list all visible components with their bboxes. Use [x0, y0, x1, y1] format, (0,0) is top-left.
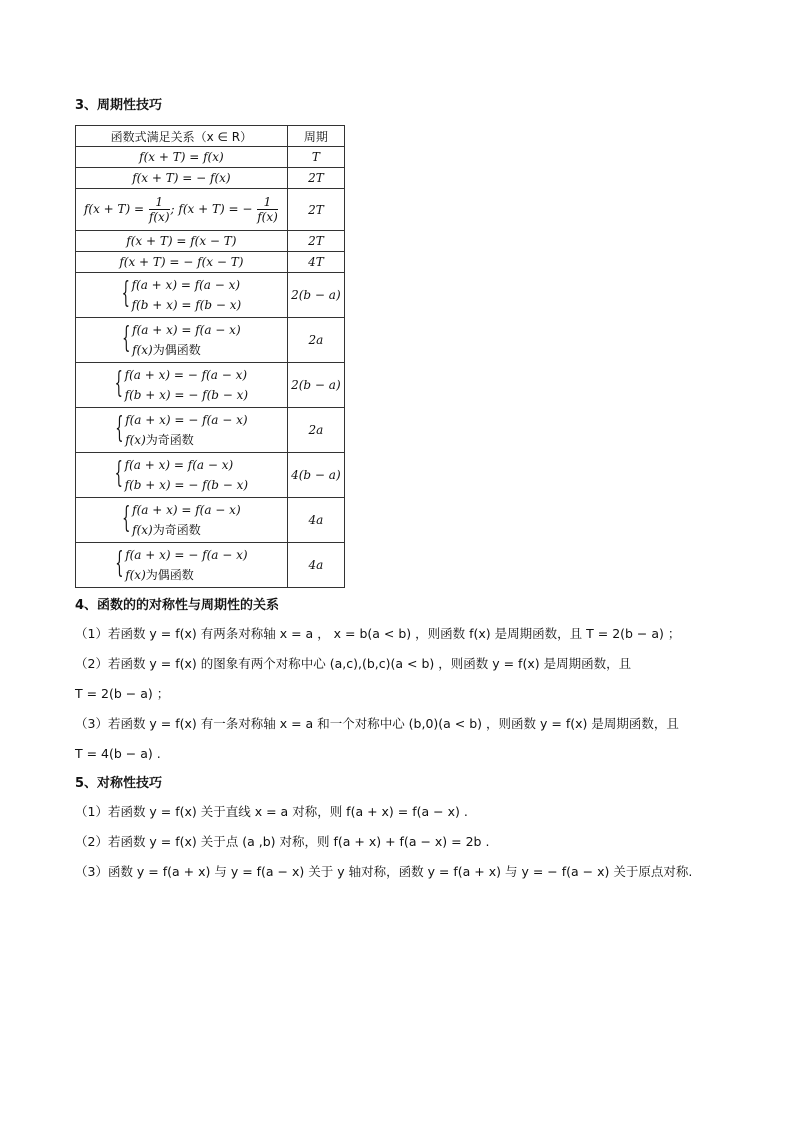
- relation-part: ; f(x + T) = −: [170, 202, 253, 216]
- fraction: [257, 195, 278, 224]
- period-cell: 2T: [287, 168, 344, 189]
- fraction: [149, 195, 170, 224]
- equation-system: [122, 275, 242, 315]
- relation-cell: [76, 408, 288, 453]
- period-cell: 4(b − a): [287, 453, 344, 498]
- system-line-1: f(a + x) = − f(a − x): [125, 548, 248, 562]
- system-line-2-text: 为奇函数: [152, 523, 201, 537]
- relation-cell: [76, 498, 288, 543]
- period-cell: 2(b − a): [287, 273, 344, 318]
- s5-paragraph-2: （2）若函数 y = f(x) 关于点 (a ,b) 对称，则 f(a + x) + f(a − x) = 2b .: [75, 834, 490, 849]
- table-header-row: [76, 126, 345, 147]
- equation-system: [115, 455, 248, 495]
- system-line-2-text: 为偶函数: [145, 568, 194, 582]
- period-cell: T: [287, 147, 344, 168]
- s4-paragraph-3: （3）若函数 y = f(x) 有一条对称轴 x = a 和一个对称中心 (b,0)(a < b) ，则函数 y = f(x) 是周期函数，且: [75, 716, 679, 731]
- period-cell: 2a: [287, 318, 344, 363]
- table-row: [76, 363, 345, 408]
- relation-cell: f(x + T) = f(x): [76, 147, 288, 168]
- table-row: [76, 453, 345, 498]
- table-row: [76, 168, 345, 189]
- relation-cell: [76, 318, 288, 363]
- system-line-2: f(b + x) = f(b − x): [131, 298, 242, 312]
- relation-cell: [76, 363, 288, 408]
- equation-system: [122, 320, 241, 360]
- table-row: [76, 408, 345, 453]
- relation-cell: f(x + T) = − f(x − T): [76, 252, 288, 273]
- table-row: [76, 231, 345, 252]
- equation-system: [122, 500, 241, 540]
- period-cell: 4a: [287, 543, 344, 588]
- period-cell: 2(b − a): [287, 363, 344, 408]
- period-cell: 4a: [287, 498, 344, 543]
- s4-paragraph-2-cont: T = 2(b − a) ；: [75, 686, 170, 701]
- s4-paragraph-3-cont: T = 4(b − a) .: [75, 746, 161, 761]
- system-line-1: f(a + x) = − f(a − x): [125, 413, 248, 427]
- period-cell: 4T: [287, 252, 344, 273]
- header-period: 周期: [287, 126, 344, 147]
- system-line-1: f(a + x) = f(a − x): [132, 503, 241, 517]
- relation-cell: [76, 543, 288, 588]
- system-line-1: f(a + x) = f(a − x): [131, 278, 241, 292]
- periodicity-table: [75, 125, 345, 588]
- relation-cell: [76, 453, 288, 498]
- system-line-2-text: 为偶函数: [152, 343, 201, 357]
- equation-system: [115, 545, 247, 585]
- equation-system: [115, 365, 248, 405]
- section-5-title: 5、对称性技巧: [75, 776, 163, 791]
- s5-paragraph-1: （1）若函数 y = f(x) 关于直线 x = a 对称，则 f(a + x) = f(a − x) .: [75, 804, 468, 819]
- relation-cell: [76, 273, 288, 318]
- relation-cell: [76, 189, 288, 231]
- table-row: [76, 543, 345, 588]
- relation-part: f(x + T) =: [83, 202, 145, 216]
- equation-system: [115, 410, 247, 450]
- period-cell: 2T: [287, 189, 344, 231]
- section-4-title: 4、函数的的对称性与周期性的关系: [75, 598, 280, 613]
- system-line-1: f(a + x) = f(a − x): [124, 458, 234, 472]
- header-relation: 函数式满足关系（x ∈ R）: [76, 126, 288, 147]
- table-row: [76, 498, 345, 543]
- fraction-denominator: f(x): [148, 210, 170, 224]
- system-line-1: f(a + x) = − f(a − x): [124, 368, 248, 382]
- period-cell: 2T: [287, 231, 344, 252]
- fraction-numerator: 1: [149, 195, 170, 210]
- system-line-2-fx: f(x): [132, 523, 153, 537]
- system-line-2-fx: f(x): [125, 433, 146, 447]
- table-row: [76, 318, 345, 363]
- s5-paragraph-3: （3）函数 y = f(a + x) 与 y = f(a − x) 关于 y 轴对称，函数 y = f(a + x) 与 y = − f(a − x) 关于原点对称.: [75, 864, 693, 879]
- table-row: [76, 273, 345, 318]
- table-row: [76, 189, 345, 231]
- table-row: [76, 252, 345, 273]
- system-line-2-fx: f(x): [132, 343, 153, 357]
- s4-paragraph-2: （2）若函数 y = f(x) 的图象有两个对称中心 (a,c),(b,c)(a < b) ，则函数 y = f(x) 是周期函数，且: [75, 656, 632, 671]
- s4-paragraph-1: （1）若函数 y = f(x) 有两条对称轴 x = a ， x = b(a < b) ，则函数 f(x) 是周期函数，且 T = 2(b − a) ；: [75, 626, 681, 641]
- period-cell: 2a: [287, 408, 344, 453]
- table-row: [76, 147, 345, 168]
- system-line-2: f(b + x) = − f(b − x): [124, 388, 249, 402]
- relation-cell: f(x + T) = f(x − T): [76, 231, 288, 252]
- section-3-title: 3、周期性技巧: [75, 98, 163, 113]
- fraction-denominator: f(x): [257, 210, 278, 224]
- system-line-1: f(a + x) = f(a − x): [132, 323, 241, 337]
- relation-cell: f(x + T) = − f(x): [76, 168, 288, 189]
- fraction-numerator: 1: [257, 195, 278, 210]
- system-line-2: f(b + x) = − f(b − x): [124, 478, 249, 492]
- system-line-2-text: 为奇函数: [145, 433, 194, 447]
- system-line-2-fx: f(x): [125, 568, 146, 582]
